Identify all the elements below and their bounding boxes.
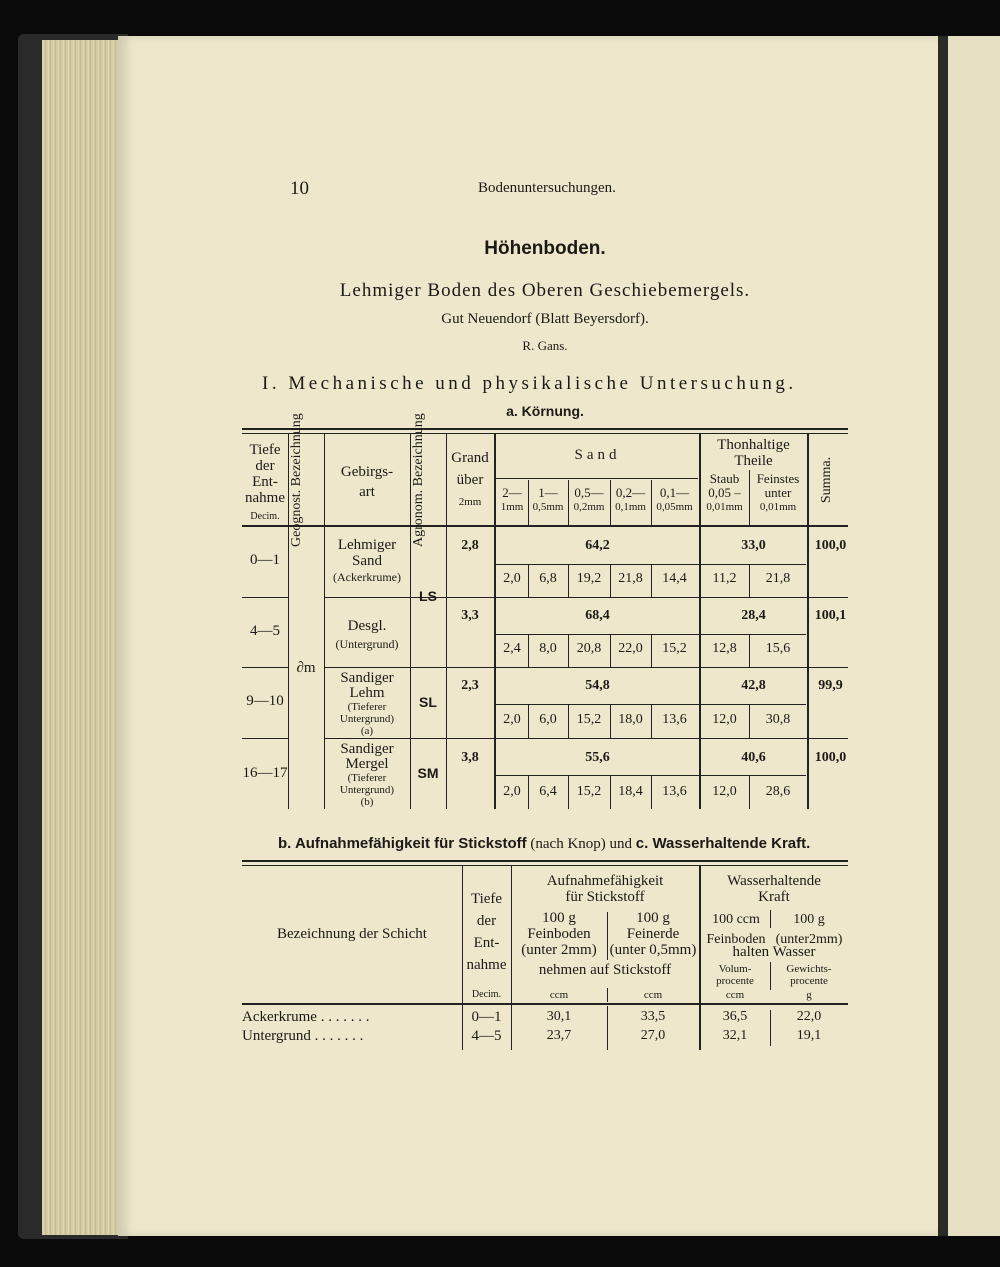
sand-total: 68,4: [585, 608, 610, 623]
depth-value: 4—5: [471, 1028, 502, 1044]
grand-value: 2,8: [461, 538, 479, 553]
header-absorb-verb: nehmen auf Stickstoff: [538, 962, 672, 978]
sand-value: 13,6: [662, 784, 687, 799]
sand-value: 2,0: [503, 784, 521, 799]
page-edges: [42, 40, 122, 1235]
clay-value: 28,6: [765, 784, 791, 799]
absorb-value: 27,0: [640, 1028, 666, 1043]
header-water: Wasserhaltende Kraft: [727, 873, 821, 905]
clay-total: 33,0: [741, 538, 766, 553]
unit-label: ccm: [549, 989, 569, 1001]
header-sand-fraction: 0,2— 0,1mm: [615, 485, 646, 513]
unit-label: ccm: [643, 989, 663, 1001]
header-absorb: Aufnahmefähigkeit für Stickstoff: [546, 873, 664, 905]
clay-value: 12,8: [712, 641, 737, 656]
depth-value: 0—1: [250, 552, 280, 568]
header-layer: Bezeichnung der Schicht: [277, 926, 427, 942]
header-water-sub: Gewichts- procente: [786, 963, 832, 987]
rock-type: Sandiger Mergel (Tieferer Untergrund) (b): [339, 741, 395, 808]
grand-value: 3,3: [461, 608, 479, 623]
header-agronom: Agronom. Bezeichnung: [411, 413, 426, 547]
clay-total: 42,8: [741, 678, 766, 693]
absorb-value: 23,7: [546, 1028, 572, 1043]
sand-value: 8,0: [539, 641, 557, 656]
header-summa: Summa.: [819, 456, 834, 504]
clay-value: 11,2: [712, 571, 737, 586]
sand-value: 6,8: [539, 571, 557, 586]
header-depth-unit: Decim.: [471, 989, 502, 1000]
header-rock-type: Gebirgs- art: [340, 464, 394, 500]
agronom-label: LS: [419, 588, 437, 604]
page-title: Höhenboden.: [484, 238, 606, 259]
sand-value: 18,4: [618, 784, 643, 799]
sand-value: 2,4: [503, 641, 521, 656]
sand-value: 15,2: [576, 712, 602, 727]
header-water-col: 100 ccm Feinboden: [706, 912, 766, 947]
unit-label: ccm: [725, 989, 745, 1001]
sand-value: 19,2: [576, 571, 602, 586]
clay-total: 28,4: [741, 608, 766, 623]
header-sand-fraction: 2— 1mm: [500, 485, 524, 513]
clay-value: 12,0: [712, 712, 737, 727]
header-geognost: Geognost. Bezeichnung: [289, 413, 304, 547]
sand-total: 55,6: [585, 750, 610, 765]
clay-value: 30,8: [765, 712, 791, 727]
clay-value: 15,6: [765, 641, 791, 656]
header-depth-unit: Decim.: [250, 511, 280, 522]
sand-value: 2,0: [503, 571, 521, 586]
header-grand: Grand über 2mm: [451, 450, 489, 508]
sand-value: 20,8: [576, 641, 602, 656]
rock-type: Desgl. (Untergrund): [335, 618, 399, 651]
header-water-col: 100 g (unter2mm): [775, 912, 843, 947]
subtitle: Lehmiger Boden des Oberen Geschiebemergels.: [339, 280, 751, 301]
header-depth: Tiefe der Ent- nahme: [245, 442, 285, 506]
page-number: 10: [290, 178, 309, 199]
sand-value: 6,0: [539, 712, 557, 727]
header-absorb-col: 100 g Feinboden (unter 2mm): [521, 910, 597, 958]
depth-value: 9—10: [246, 693, 284, 709]
running-title: Bodenuntersuchungen.: [478, 180, 616, 196]
header-clay: Thonhaltige Theile: [717, 437, 790, 469]
section-bc-heading: b. Aufnahmefähigkeit für Stickstoff (nach Knop) und c. Wasserhaltende Kraft.: [278, 835, 811, 852]
grand-value: 2,3: [461, 678, 479, 693]
layer-name: Untergrund . . . . . . .: [242, 1028, 364, 1044]
depth-value: 0—1: [471, 1009, 502, 1025]
header-water-verb: halten Wasser: [732, 944, 816, 960]
geognost-value: ∂m: [296, 660, 316, 676]
sand-value: 15,2: [576, 784, 602, 799]
sand-value: 18,0: [618, 712, 643, 727]
clay-total: 40,6: [741, 750, 766, 765]
sand-value: 21,8: [618, 571, 643, 586]
header-sand-fraction: 1— 0,5mm: [532, 485, 564, 513]
grand-value: 3,8: [461, 750, 479, 765]
header-depth: Tiefe der Ent- nahme: [466, 891, 507, 973]
sand-value: 13,6: [662, 712, 687, 727]
absorb-value: 30,1: [546, 1009, 572, 1024]
water-value: 19,1: [796, 1028, 822, 1043]
summa-value: 100,0: [814, 750, 847, 765]
summa-value: 99,9: [818, 678, 843, 693]
sand-value: 6,4: [539, 784, 557, 799]
author: R. Gans.: [522, 338, 568, 353]
sand-value: 14,4: [662, 571, 687, 586]
clay-value: 12,0: [712, 784, 737, 799]
depth-value: 16—17: [242, 765, 288, 781]
sand-value: 15,2: [662, 641, 687, 656]
rock-type: Sandiger Lehm (Tieferer Untergrund) (a): [339, 670, 395, 737]
rock-type: Lehmiger Sand (Ackerkrume): [333, 537, 401, 584]
header-absorb-col: 100 g Feinerde (unter 0,5mm): [609, 910, 697, 958]
section-heading: I. Mechanische und physikalische Untersuchung.: [262, 373, 797, 394]
header-sand-fraction: 0,1— 0,05mm: [656, 485, 693, 513]
sand-value: 22,0: [618, 641, 643, 656]
water-value: 36,5: [722, 1009, 748, 1024]
header-sand-fraction: 0,5— 0,2mm: [573, 485, 605, 513]
agronom-label: SM: [417, 765, 439, 781]
subsection-heading: a. Körnung.: [506, 403, 584, 419]
header-water-sub: Volum- procente: [716, 963, 754, 987]
layer-name: Ackerkrume . . . . . . .: [242, 1009, 370, 1025]
location: Gut Neuendorf (Blatt Beyersdorf).: [441, 311, 649, 327]
book-gutter: [938, 36, 948, 1236]
sand-total: 64,2: [585, 538, 610, 553]
summa-value: 100,1: [814, 608, 847, 623]
header-sand: Sand: [574, 447, 621, 463]
header-clay-fraction: Feinstes unter 0,01mm: [756, 471, 800, 513]
right-page: [948, 36, 1000, 1236]
sand-total: 54,8: [585, 678, 610, 693]
absorb-value: 33,5: [640, 1009, 666, 1024]
agronom-label: SL: [419, 694, 437, 710]
summa-value: 100,0: [814, 538, 847, 553]
water-value: 22,0: [796, 1009, 822, 1024]
water-value: 32,1: [722, 1028, 748, 1043]
clay-value: 21,8: [765, 571, 791, 586]
unit-label: g: [806, 989, 812, 1001]
header-clay-fraction: Staub 0,05 – 0,01mm: [706, 471, 743, 513]
depth-value: 4—5: [250, 623, 280, 639]
sand-value: 2,0: [503, 712, 521, 727]
